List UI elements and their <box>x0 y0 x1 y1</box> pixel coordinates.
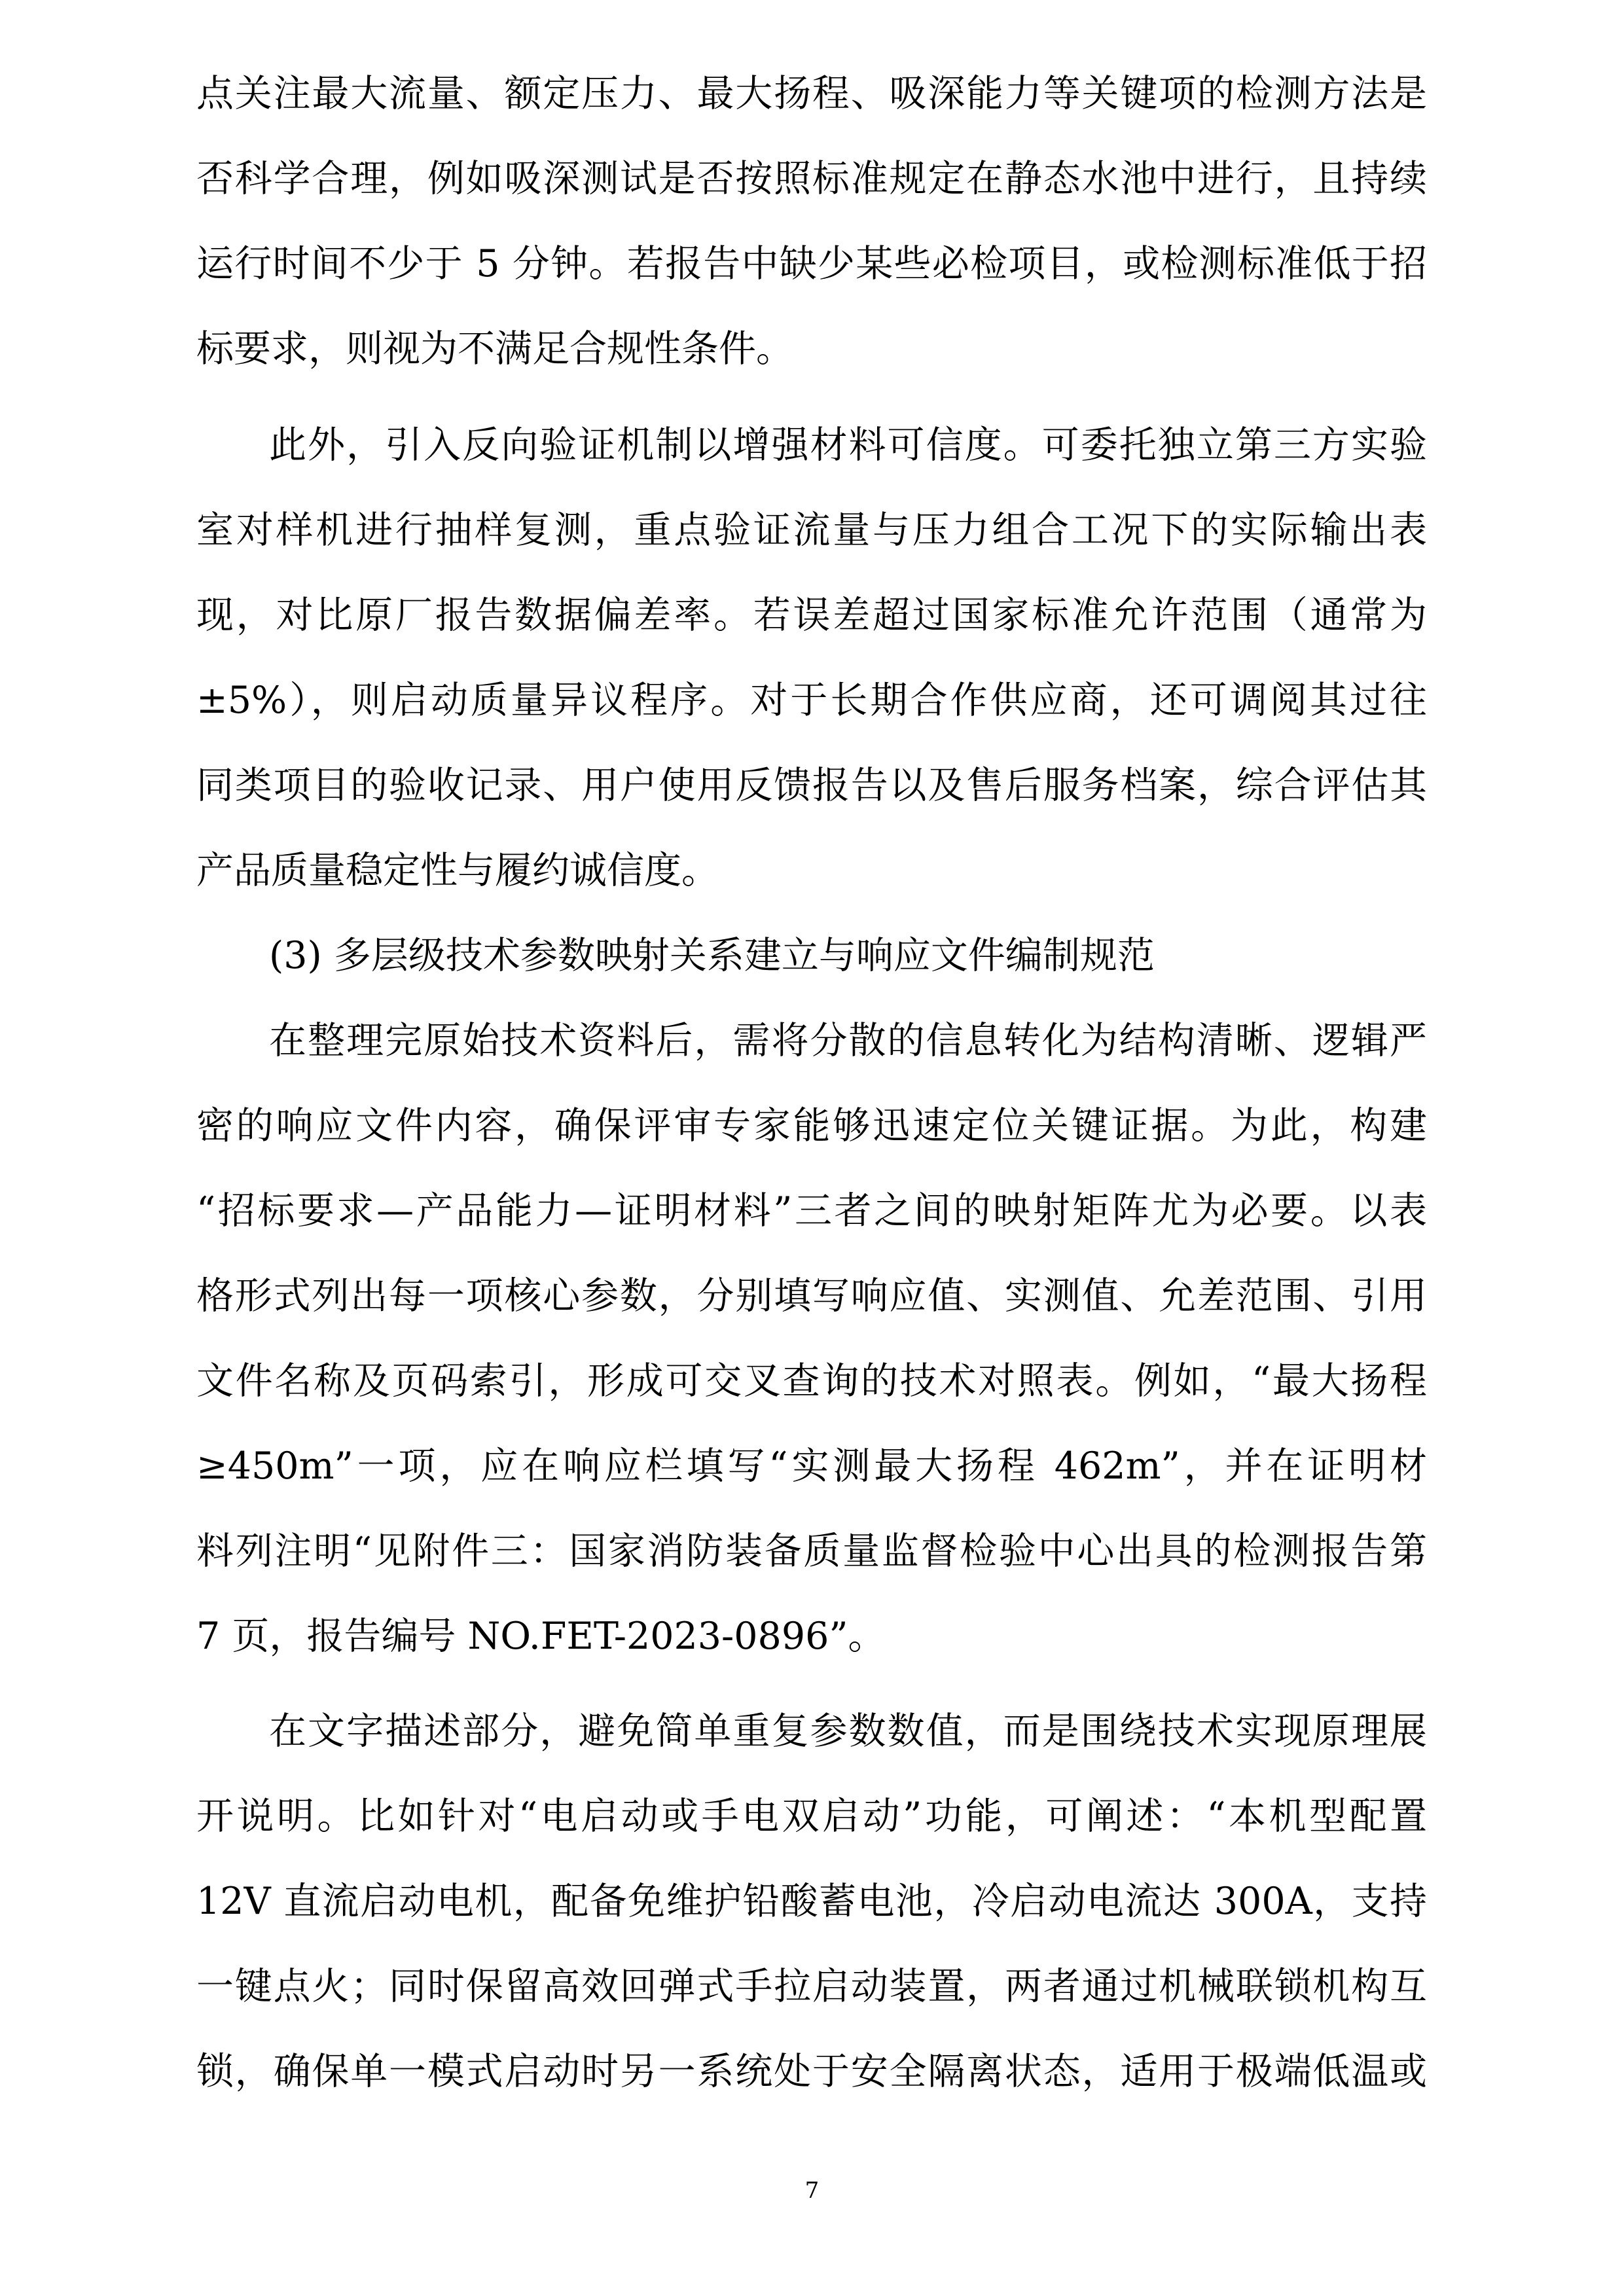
text-line: 7 页，报告编号 NO.FET-2023-0896”。 <box>196 1615 886 1658</box>
text-line: 一键点火；同时保留高效回弹式手拉启动装置，两者通过机械联锁机构互 <box>196 1965 1427 2008</box>
page-number: 7 <box>804 2178 820 2204</box>
text-line: ±5%），则启动质量异议程序。对于长期合作供应商，还可调阅其过往 <box>196 679 1427 722</box>
text-line: 料列注明“见附件三：国家消防装备质量监督检验中心出具的检测报告第 <box>196 1530 1427 1573</box>
text-line: 锁，确保单一模式启动时另一系统处于安全隔离状态，适用于极端低温或 <box>196 2050 1427 2093</box>
text-line: 密的响应文件内容，确保评审专家能够迅速定位关键证据。为此，构建 <box>196 1104 1427 1147</box>
text-line: 产品质量稳定性与履约诚信度。 <box>196 849 719 892</box>
text-line: 否科学合理，例如吸深测试是否按照标准规定在静态水池中进行，且持续 <box>196 157 1427 200</box>
text-line: 同类项目的验收记录、用户使用反馈报告以及售后服务档案，综合评估其 <box>196 764 1427 807</box>
text-line: 文件名称及页码索引，形成可交叉查询的技术对照表。例如，“最大扬程 <box>196 1359 1427 1403</box>
text-line: 点关注最大流量、额定压力、最大扬程、吸深能力等关键项的检测方法是 <box>196 72 1427 115</box>
text-line: 12V 直流启动电机，配备免维护铅酸蓄电池，冷启动电流达 300A，支持 <box>196 1880 1427 1923</box>
section-heading: (3) 多层级技术参数映射关系建立与响应文件编制规范 <box>269 934 1155 977</box>
text-line: 格形式列出每一项核心参数，分别填写响应值、实测值、允差范围、引用 <box>196 1274 1427 1318</box>
text-line: “招标要求—产品能力—证明材料”三者之间的映射矩阵尤为必要。以表 <box>196 1189 1427 1232</box>
text-line: 现，对比原厂报告数据偏差率。若误差超过国家标准允许范围（通常为 <box>196 594 1427 637</box>
text-line: 室对样机进行抽样复测，重点验证流量与压力组合工况下的实际输出表 <box>196 509 1427 552</box>
paragraph-first-line: 在文字描述部分，避免简单重复参数数值，而是围绕技术实现原理展 <box>269 1710 1427 1753</box>
paragraph-first-line: 在整理完原始技术资料后，需将分散的信息转化为结构清晰、逻辑严 <box>269 1019 1427 1062</box>
text-line: 开说明。比如针对“电启动或手电双启动”功能，可阐述：“本机型配置 <box>196 1795 1427 1838</box>
text-line: 运行时间不少于 5 分钟。若报告中缺少某些必检项目，或检测标准低于招 <box>196 242 1427 285</box>
paragraph-first-line: 此外，引入反向验证机制以增强材料可信度。可委托独立第三方实验 <box>269 423 1427 467</box>
text-line: ≥450m”一项，应在响应栏填写“实测最大扬程 462m”，并在证明材 <box>196 1444 1427 1488</box>
text-line: 标要求，则视为不满足合规性条件。 <box>196 327 793 370</box>
